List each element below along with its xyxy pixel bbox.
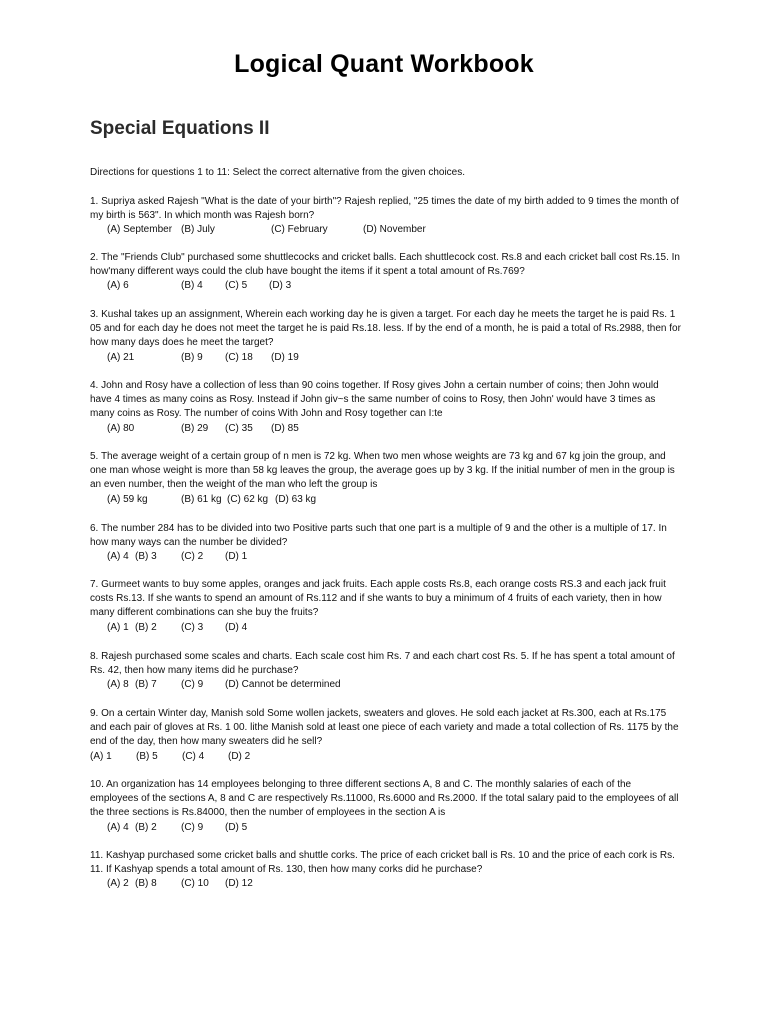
question-1 [90, 195, 682, 238]
option-b: (B) 4 [181, 280, 203, 292]
question-6 [90, 522, 682, 565]
option-c: (C) 18 [225, 351, 253, 363]
option-b: (B) 2 [135, 821, 157, 833]
option-b: (B) July [181, 224, 215, 236]
option-a: (A) 8 [107, 679, 129, 691]
option-c: (C) 9 [181, 679, 204, 691]
option-b: (B) 5 [136, 750, 158, 762]
option-b: (B) 61 kg [181, 493, 222, 505]
question-text: 4. John and Rosy have a collection of less than 90 coins together. If Rosy gives John a certain number of coins; then John would have 4 times as many coins as Rosy. Instead if John giv~s the same number of coins to Rosy, then John' would have 3 times as many coins as Rosy. The number of coins With John and Rosy together can I:te [90, 380, 659, 420]
answer-options [90, 621, 682, 635]
question-9 [90, 707, 682, 764]
question-text: 10. An organization has 14 employees belonging to three different sections A, 8 and C. The monthly salaries of each of the employees of the sections A, 8 and C are respectively Rs.11000, Rs.6000 and Rs.2000. If the total salary paid to the employees of all the three sections is Rs.84000, then the number of employees in the section A is [90, 779, 679, 819]
option-d: (D) 2 [228, 750, 251, 762]
option-d: (D) 12 [225, 878, 253, 890]
option-d: (D) 19 [271, 351, 299, 363]
question-text: 9. On a certain Winter day, Manish sold Some wollen jackets, sweaters and gloves. He sold each jacket at Rs.300, each at Rs.175 and each pair of gloves at Rs. 1 00. lithe Manish sold at least one piece of each variety and made a total collection of Rs. 1175 by the end of the day, then how many sweaters did he sell? [90, 708, 679, 748]
option-b: (B) 7 [135, 679, 157, 691]
option-a: (A) 21 [107, 351, 135, 363]
section-title: Special Equations II [90, 118, 270, 139]
option-c: (C) 35 [225, 422, 253, 434]
option-a: (A) 6 [107, 280, 129, 292]
answer-options [90, 678, 682, 692]
question-text: 7. Gurmeet wants to buy some apples, oranges and jack fruits. Each apple costs Rs.8, each orange costs RS.3 and each jack fruit costs Rs.13. If she wants to spend an amount of Rs.112 and if she wants to buy a minimum of 4 fruits of each variety, then in how many different combinations can she buy the fruits? [90, 579, 666, 619]
answer-options [90, 493, 682, 507]
answer-options [90, 550, 682, 564]
question-3 [90, 308, 682, 365]
option-b: (B) 2 [135, 621, 157, 633]
question-10 [90, 778, 682, 835]
option-d: (D) 1 [225, 551, 248, 563]
option-c: (C) 62 kg [227, 493, 269, 505]
option-b: (B) 8 [135, 878, 157, 890]
question-8 [90, 650, 682, 693]
option-a: (A) 1 [90, 750, 112, 762]
option-c: (C) 4 [182, 750, 205, 762]
question-text: 2. The "Friends Club" purchased some shuttlecocks and cricket balls. Each shuttlecock cost. Rs.8 and each cricket ball cost Rs.15. In how'many different ways could the club have bought the items if it spent a total amount of Rs.769? [90, 252, 680, 278]
question-2 [90, 251, 682, 294]
option-b: (B) 29 [181, 422, 209, 434]
question-text: 1. Supriya asked Rajesh "What is the date of your birth"? Rajesh replied, "25 times the date of my birth added to 9 times the month of my birth is 563". In which month was Rajesh born? [90, 196, 679, 222]
question-text: 8. Rajesh purchased some scales and charts. Each scale cost him Rs. 7 and each chart cost Rs. 5. If he has spent a total amount of Rs. 42, then how many items did he purchase? [90, 651, 675, 677]
question-text: 5. The average weight of a certain group of n men is 72 kg. When two men whose weights are 73 kg and 67 kg join the group, and one man whose weight is more than 58 kg leaves the group, the average goes up by 3 kg. If the initial number of men in the group is an even number, then the weight of the man who left the group is [90, 451, 675, 491]
question-text: 11. Kashyap purchased some cricket balls and shuttle corks. The price of each cricket ball is Rs. 10 and the price of each cork is Rs. 11. If Kashyap spends a total amount of Rs. 130, then how many corks did he purchase? [90, 850, 675, 876]
option-a: (A) September [107, 224, 173, 236]
option-c: (C) February [271, 224, 328, 236]
option-b: (B) 9 [181, 351, 203, 363]
option-a: (A) 80 [107, 422, 135, 434]
option-a: (A) 2 [107, 878, 129, 890]
directions-text: Directions for questions 1 to 11: Select the correct alternative from the given choices. [90, 167, 465, 178]
option-d: (D) 63 kg [275, 493, 317, 505]
answer-options [90, 877, 682, 891]
option-d: (D) 5 [225, 821, 248, 833]
option-c: (C) 2 [181, 551, 204, 563]
answer-options [90, 351, 682, 365]
option-c: (C) 3 [181, 621, 204, 633]
question-11 [90, 849, 682, 892]
option-d: (D) Cannot be determined [225, 679, 341, 691]
question-7 [90, 578, 682, 635]
answer-options [90, 279, 682, 293]
question-5 [90, 450, 682, 507]
question-text: 3. Kushal takes up an assignment, Wherein each working day he is given a target. For each day he meets the target he is paid Rs. 1 05 and for each day he does not meet the target he is paid Rs.18. less. If by the end of a month, he is paid a total of Rs.2988, then for how many days does he meet the target? [90, 309, 681, 349]
option-d: (D) November [363, 224, 426, 236]
option-a: (A) 4 [107, 821, 129, 833]
option-a: (A) 4 [107, 551, 129, 563]
option-d: (D) 4 [225, 621, 248, 633]
answer-options [90, 750, 682, 764]
question-4 [90, 379, 682, 436]
option-a: (A) 1 [107, 621, 129, 633]
answer-options [90, 821, 682, 835]
answer-options [90, 223, 682, 237]
option-c: (C) 9 [181, 821, 204, 833]
option-b: (B) 3 [135, 551, 157, 563]
document-title: Logical Quant Workbook [234, 50, 534, 78]
question-text: 6. The number 284 has to be divided into two Positive parts such that one part is a multiple of 9 and the other is a multiple of 17. In how many ways can the number be divided? [90, 523, 667, 549]
option-d: (D) 85 [271, 422, 299, 434]
option-c: (C) 10 [181, 878, 209, 890]
option-a: (A) 59 kg [107, 493, 148, 505]
option-d: (D) 3 [269, 280, 292, 292]
option-c: (C) 5 [225, 280, 248, 292]
answer-options [90, 422, 682, 436]
